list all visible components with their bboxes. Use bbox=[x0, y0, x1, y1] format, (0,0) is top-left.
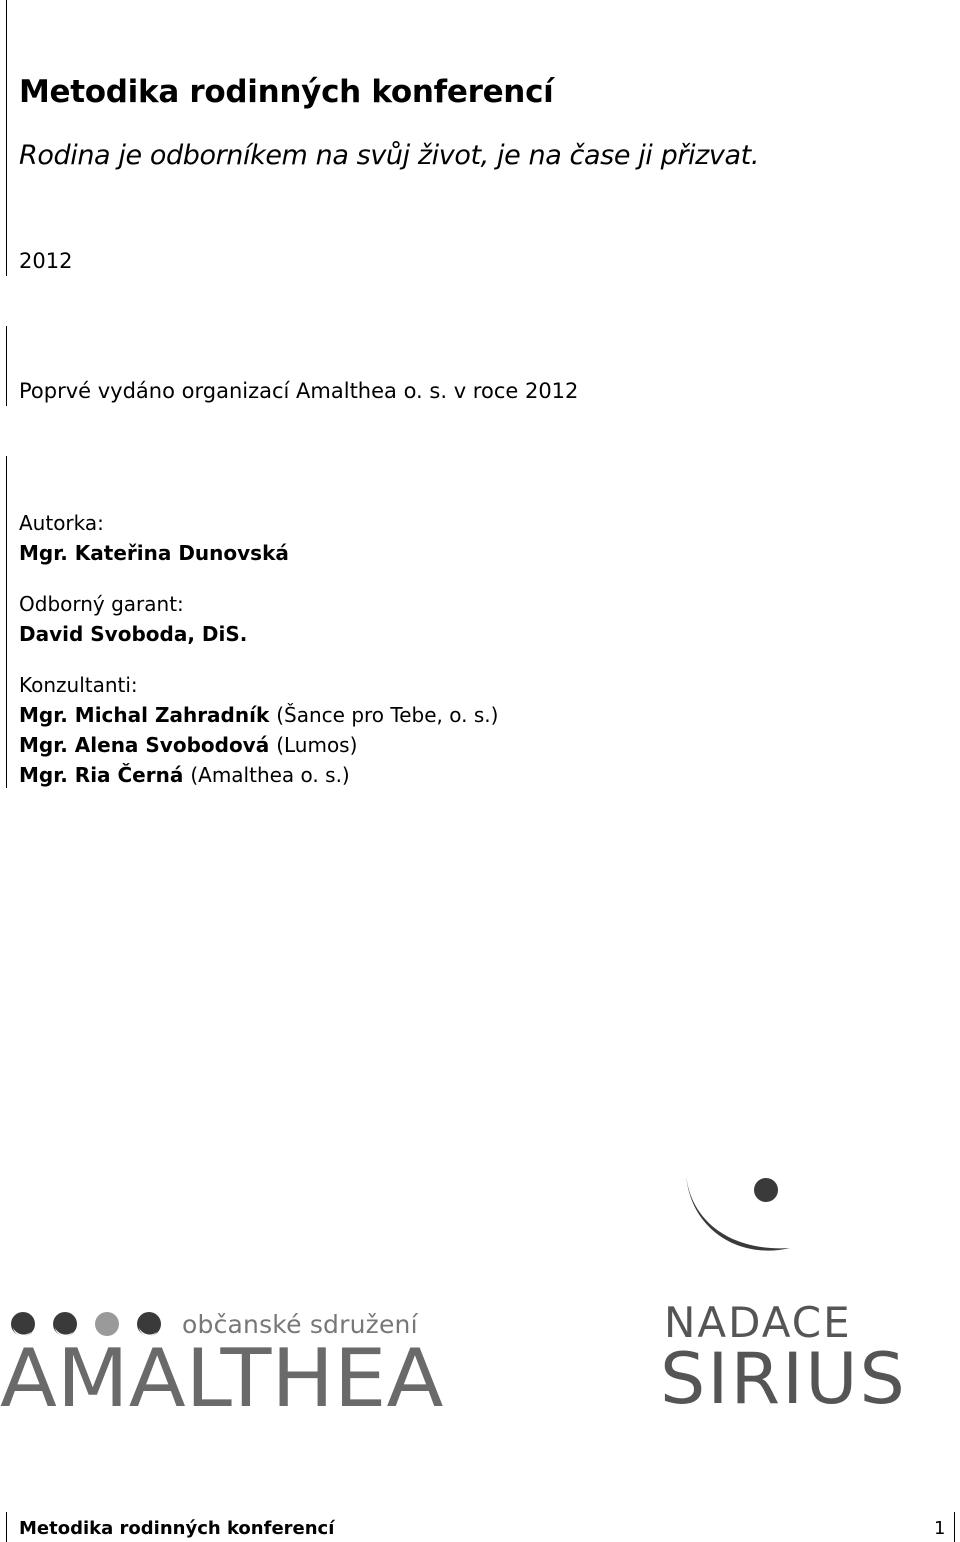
sirius-logo bbox=[650, 1170, 960, 1430]
guarantor-name: David Svoboda, DiS. bbox=[19, 622, 248, 646]
guarantor-label: Odborný garant: bbox=[19, 592, 184, 616]
consultant-name: Mgr. Ria Černá bbox=[19, 763, 184, 787]
sirius-wordmark-bottom: SIRIUS bbox=[660, 1338, 907, 1420]
margin-rule-middle bbox=[6, 326, 7, 406]
consultant-name: Mgr. Michal Zahradník bbox=[19, 703, 270, 727]
sirius-wordmark-top: NADACE bbox=[664, 1298, 852, 1347]
footer-rule-left bbox=[6, 1512, 7, 1542]
author-name: Mgr. Kateřina Dunovská bbox=[19, 541, 289, 565]
consultant-org: (Šance pro Tebe, o. s.) bbox=[276, 703, 499, 727]
publication-note: Poprvé vydáno organizací Amalthea o. s. v roce 2012 bbox=[19, 379, 579, 403]
consultant-item bbox=[19, 703, 498, 727]
margin-rule-top bbox=[6, 0, 7, 276]
footer-rule-right bbox=[954, 1512, 955, 1542]
consultant-name: Mgr. Alena Svobodová bbox=[19, 733, 270, 757]
margin-rule-bottom bbox=[6, 456, 7, 788]
consultant-org: (Amalthea o. s.) bbox=[190, 763, 350, 787]
publication-year: 2012 bbox=[19, 249, 73, 273]
amalthea-subtitle: občanské sdružení bbox=[182, 1310, 418, 1339]
document-title: Metodika rodinných konferencí bbox=[19, 74, 554, 110]
amalthea-logo bbox=[0, 1300, 444, 1425]
consultants-label: Konzultanti: bbox=[19, 673, 138, 697]
page-number: 1 bbox=[934, 1518, 946, 1539]
consultant-item bbox=[19, 763, 350, 787]
crescent-moon-icon bbox=[650, 1170, 960, 1300]
footer-title: Metodika rodinných konferencí bbox=[19, 1518, 335, 1539]
document-subtitle: Rodina je odborníkem na svůj život, je na čase ji přizvat. bbox=[19, 140, 759, 171]
consultant-org: (Lumos) bbox=[276, 733, 358, 757]
consultant-item bbox=[19, 733, 357, 757]
author-label: Autorka: bbox=[19, 511, 104, 535]
amalthea-wordmark: AMALTHEA bbox=[0, 1332, 444, 1425]
